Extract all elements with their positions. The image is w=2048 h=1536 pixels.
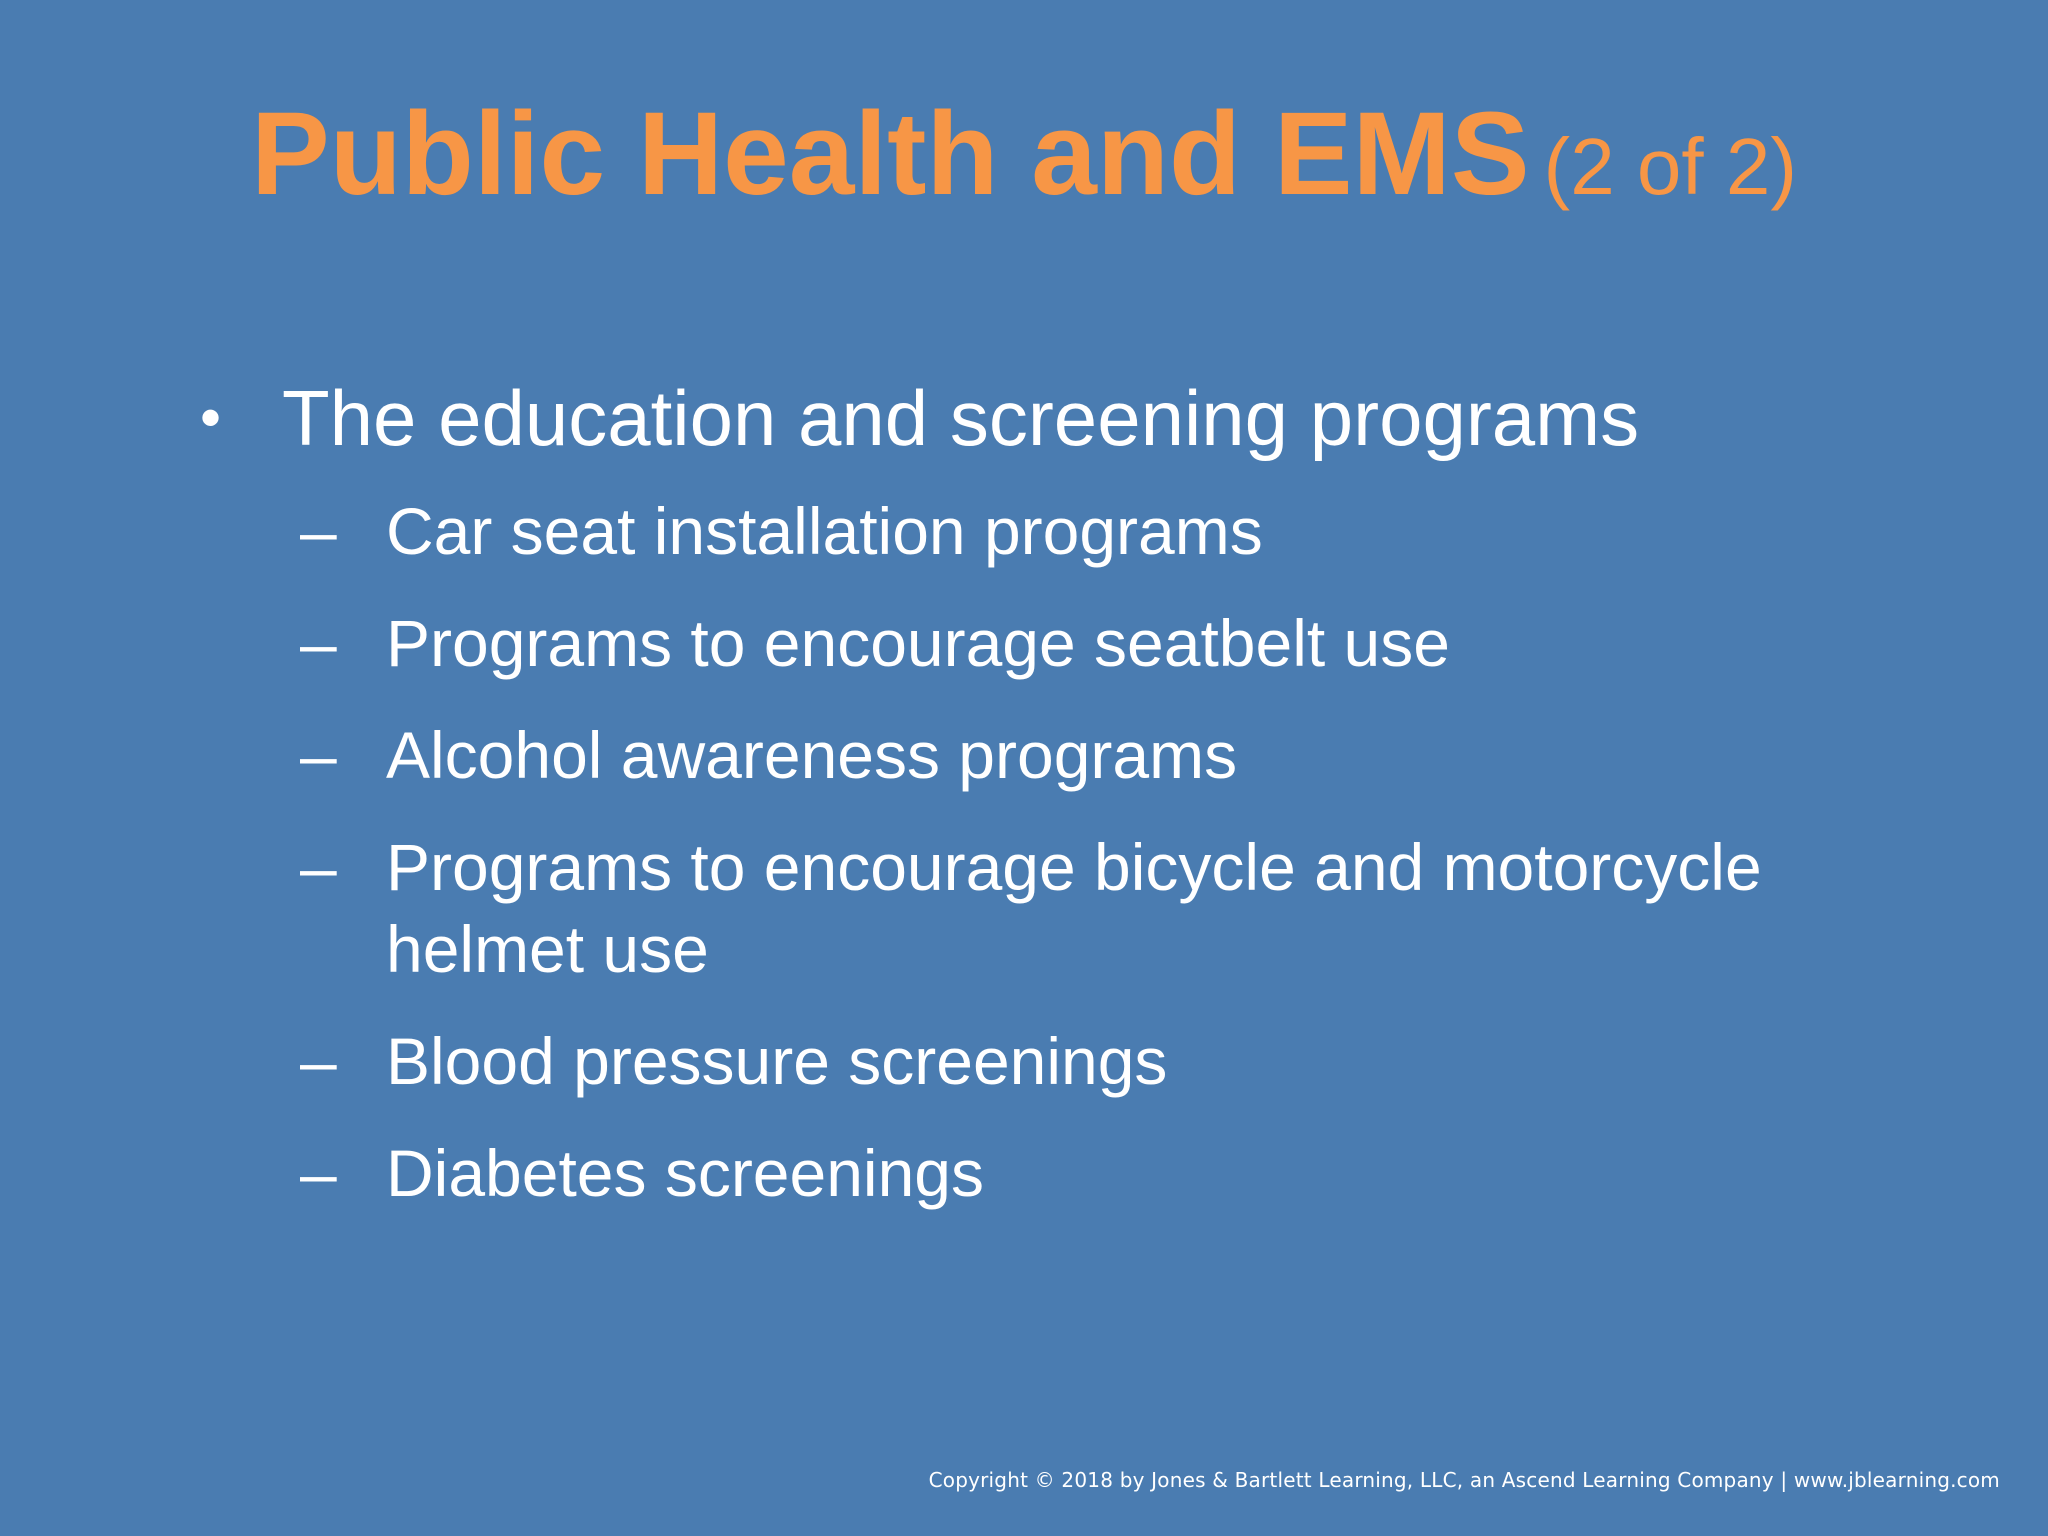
- sub-item-text: Programs to encourage seatbelt use: [386, 606, 1450, 680]
- dash-marker: –: [300, 830, 337, 904]
- dash-marker: –: [300, 1024, 337, 1098]
- sub-list: [300, 490, 1900, 1244]
- sub-item: [300, 1132, 1900, 1214]
- sub-item-text: Car seat installation programs: [386, 494, 1263, 568]
- copyright-footer: Copyright © 2018 by Jones & Bartlett Learning, LLC, an Ascend Learning Company | www.jblearning.com: [928, 1468, 2000, 1492]
- sub-item: [300, 602, 1900, 684]
- title-suffix: (2 of 2): [1543, 122, 1797, 211]
- sub-item: [300, 490, 1900, 572]
- sub-item: [300, 826, 1900, 990]
- dash-marker: –: [300, 718, 337, 792]
- sub-item-text: Programs to encourage bicycle and motorcycle helmet use: [386, 830, 1762, 986]
- bullet-marker: •: [200, 384, 222, 451]
- dash-marker: –: [300, 1136, 337, 1210]
- sub-item-text: Diabetes screenings: [386, 1136, 984, 1210]
- dash-marker: –: [300, 494, 337, 568]
- title-main: Public Health and EMS: [251, 88, 1530, 220]
- bullet-text: The education and screening programs: [282, 374, 1640, 462]
- sub-item-text: Alcohol awareness programs: [386, 718, 1238, 792]
- sub-item: [300, 714, 1900, 796]
- sub-item-text: Blood pressure screenings: [386, 1024, 1168, 1098]
- sub-item: [300, 1020, 1900, 1102]
- dash-marker: –: [300, 606, 337, 680]
- slide-title: [0, 86, 2048, 222]
